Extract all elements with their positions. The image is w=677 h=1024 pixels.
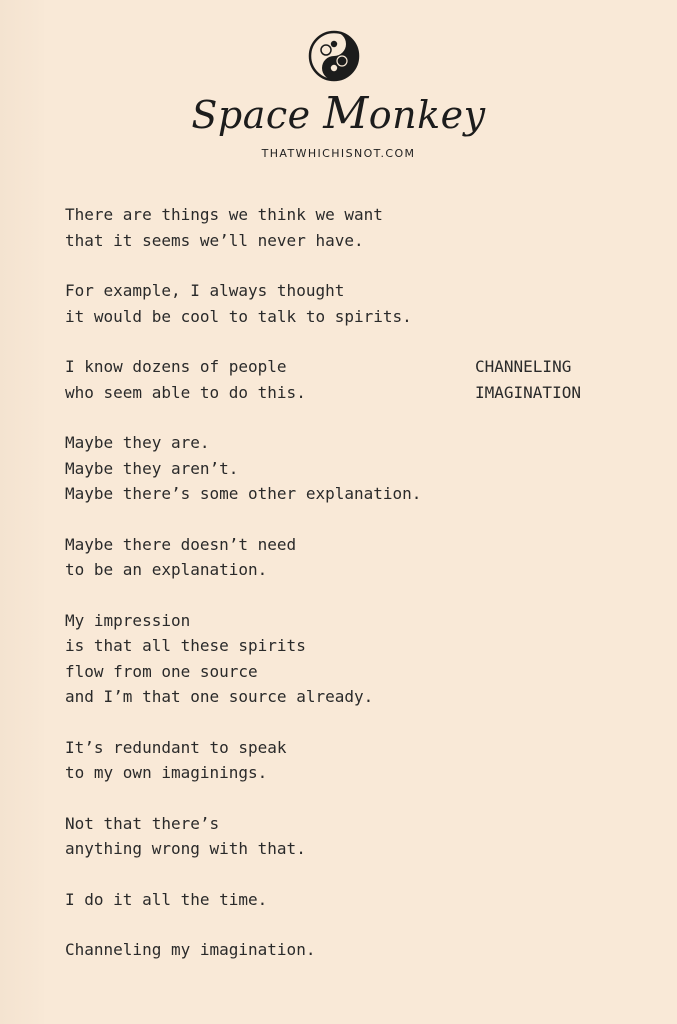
poem-line: who seem able to do this. bbox=[65, 382, 306, 402]
poem-line: to be an explanation. bbox=[65, 560, 268, 579]
poem-stanza bbox=[65, 735, 495, 786]
poem-line: it would be cool to talk to spirits. bbox=[65, 306, 412, 326]
poem-stanza bbox=[65, 202, 495, 253]
poem-line: Maybe they aren’t. bbox=[65, 458, 239, 478]
poem-stanza bbox=[65, 278, 495, 329]
brand-part1: Space bbox=[191, 93, 324, 137]
poem-line: anything wrong with that. bbox=[65, 839, 306, 858]
poem-stanza bbox=[65, 811, 495, 862]
poem-line: and I’m that one source already. bbox=[65, 687, 374, 706]
poem-line: Maybe they are. bbox=[65, 433, 210, 452]
poem-stanza bbox=[65, 532, 495, 583]
poem-line: Maybe there’s some other explanation. bbox=[65, 484, 422, 503]
poem-stanza bbox=[65, 937, 495, 963]
poem-stanza bbox=[65, 430, 495, 507]
poem-stanza bbox=[65, 354, 495, 405]
poem-title-line-2: IMAGINATION bbox=[475, 382, 581, 402]
poem-line: flow from one source bbox=[65, 661, 258, 681]
poem-line: My impression bbox=[65, 610, 191, 630]
site-domain: THATWHICHISNOT.COM bbox=[261, 147, 416, 160]
poem-line: that it seems we’ll never have. bbox=[65, 230, 364, 250]
poem-body bbox=[65, 202, 495, 988]
poem-line: It’s redundant to speak bbox=[65, 737, 287, 757]
poem-title-line-1: CHANNELING bbox=[475, 357, 572, 376]
poem-line: is that all these spirits bbox=[65, 636, 306, 655]
poem-line: to my own imaginings. bbox=[65, 763, 268, 782]
poem-line: For example, I always thought bbox=[65, 281, 345, 300]
poem-stanza bbox=[65, 887, 495, 913]
brand-title bbox=[0, 88, 677, 139]
poem-line: Channeling my imagination. bbox=[65, 940, 316, 959]
poem-line: Not that there’s bbox=[65, 813, 220, 833]
poem-line: I do it all the time. bbox=[65, 889, 268, 909]
poem-line: I know dozens of people bbox=[65, 357, 287, 376]
poem-line: Maybe there doesn’t need bbox=[65, 534, 297, 554]
poem-stanza bbox=[65, 608, 495, 710]
brand-m: M bbox=[323, 88, 369, 139]
brand-part2: onkey bbox=[368, 93, 486, 137]
monkey-yin-yang-icon bbox=[308, 30, 360, 82]
poem-line: There are things we think we want bbox=[65, 205, 383, 224]
